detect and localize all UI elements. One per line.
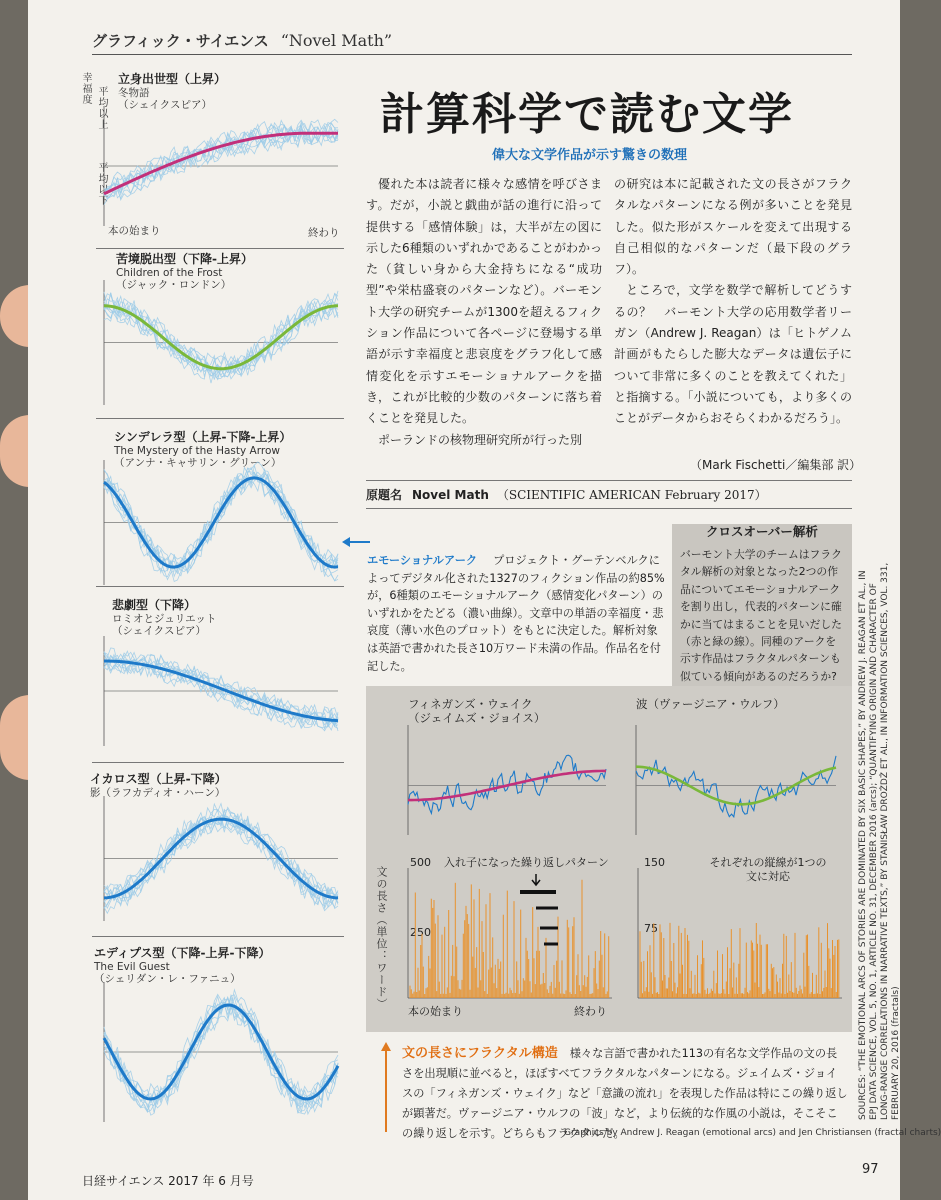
right-chart-title: 波（ヴァージニア・ウルフ） [636, 697, 785, 711]
sample-curve [104, 995, 338, 1105]
caption-heading: エモーショナルアーク [367, 554, 478, 567]
emotional-arc-caption [367, 552, 667, 675]
arc-panel-man-in-a-hole [96, 250, 346, 410]
arc-chart-1 [104, 106, 338, 226]
sample-curve [104, 816, 338, 908]
y-axis-above: 平均以上 [96, 86, 107, 130]
x-axis-end: 終わり [308, 227, 340, 239]
arc-type: 立身出世型（上昇） [118, 72, 227, 86]
origin-name: Novel Math [412, 488, 489, 502]
left-tick: 500 [410, 856, 431, 869]
sample-curve [104, 125, 338, 199]
body-column-1 [366, 174, 602, 451]
arc-author: （ジャック・ロンドン） [116, 279, 232, 291]
sample-curve [104, 472, 338, 572]
panel-divider [96, 586, 344, 587]
crossover-box [672, 524, 852, 689]
section-name: グラフィック・サイエンス [92, 32, 269, 50]
panel-divider [92, 936, 344, 937]
origin-source: （SCIENTIFIC AMERICAN February 2017） [496, 488, 767, 502]
arc-author: （アンナ・キャサリン・グリーン） [114, 457, 282, 469]
sample-curve [104, 471, 338, 569]
caption-text: プロジェクト・グーテンベルクによってデジタル化された1327のフィクション作品の約85%が，6種類のエモーショナルアーク（感情変化パターン）のいずれかをたどる（濃い曲線）。文章中の単語の幸福度・悲哀度（薄い水色のプロット）をもとに決定した。解析対象は英語で書かれた長さ10万ワード未満の作品。作品名を付記した。 [367, 554, 665, 673]
crossover-heading: クロスオーバー解析 [706, 524, 818, 539]
arc-panel-rags-to-riches [96, 70, 346, 245]
left-chart-author: （ジェイムズ・ジョイス） [408, 711, 546, 725]
sample-curve [104, 462, 338, 567]
arc-type: エディプス型（下降-上昇-下降） [94, 946, 271, 960]
right-tick: 150 [644, 856, 665, 869]
body-paragraph: の研究は本に記載された文の長さがフラクタルなパターンになる例が多いことを発見した。似た形がスケールを変えて出現する自己相似的なパターンだ（最下段のグラフ）。 [614, 177, 852, 277]
panel-divider [96, 418, 344, 419]
origin-label: 原題名 [366, 488, 403, 502]
sample-curve [104, 468, 338, 571]
series-name: “Novel Math” [280, 31, 393, 50]
nested-pattern-label: 入れ子になった繰り返しパターン [444, 856, 609, 869]
arc-work: 影（ラフカディオ・ハーン） [90, 787, 226, 799]
sample-curve [104, 129, 338, 193]
body-paragraph: ポーランドの核物理研究所が行った別 [378, 432, 583, 447]
arc-type: イカロス型（上昇-下降） [90, 772, 227, 786]
the-waves-arc-chart [636, 725, 836, 835]
sample-curve [104, 293, 338, 371]
arc-work: 冬物語 [118, 87, 150, 99]
left-arrow [348, 541, 370, 543]
crossover-text: バーモント大学のチームはフラクタル解析の対象となった2つの作品についてエモーショナルアークを割り出し，代表的パターンに確かに当てはまることを見いだした（赤と緑の線）。同種のアークを示す作品はフラクタルパターンも似ている傾向があるのだろうか? [680, 548, 842, 683]
arc-panel-tragedy [96, 596, 346, 746]
arc-type: 苦境脱出型（下降-上昇） [116, 252, 253, 266]
fractal-text: 様々な言語で書かれた113の有名な文学作品の文の長さを出現順に並べると，ほぼすべてフラクタルなパターンになる。ジェイムズ・ジョイスの「フィネガンズ・ウェイク」など「意識の流れ」を表現した作品は特にこの繰り返しが顕著だ。ヴァージニア・ウルフの「波」など，より伝統的な作風の小説は，そこそこの繰り返しを示す。どちらもフラクタルだ。 [402, 1047, 848, 1140]
arc-panel-icarus [90, 770, 346, 920]
pointer-arrow-icon [532, 874, 540, 885]
body-column-2 [614, 174, 852, 430]
sources-note: SOURCES: “THE EMOTIONAL ARCS OF STORIES ARE DOMINATED BY SIX BASIC SHAPES,” BY ANDREW J. REAGAN ET AL., IN EPJ DATA SCIENCE, VOL. 5, NO. 1, ARTICLE NO. 31, DECEMBER 2016 (arcs); “QUANTIFYING ORIGIN AND CHARACTER OF LONG-RANGE CORRELATIONS IN NARRATIVE TEXTS,” BY STANISŁAW DROŻDŻ ET AL., IN INFORMATION SCIENCES, VOL. 331, FEBRUARY 20, 2016 (fractals) [858, 562, 901, 1120]
x-axis-end: 終わり [574, 1005, 607, 1018]
arc-work: Children of the Frost [116, 267, 223, 279]
left-chart-title: フィネガンズ・ウェイク [408, 697, 533, 711]
panel-divider [92, 762, 344, 763]
sample-curve [104, 127, 338, 198]
arc-author: （シェイクスピア） [118, 99, 212, 111]
article-title: 計算科学で読む文学 [380, 89, 794, 140]
y-axis-below: 平均以下 [96, 162, 107, 206]
arc-work: ロミオとジュリエット [112, 613, 217, 625]
sample-curve [104, 822, 338, 913]
section-header [92, 30, 392, 51]
article-subtitle: 偉大な文学作品が示す驚きの数理 [492, 148, 688, 163]
sample-curve [104, 468, 338, 569]
header-rule [92, 54, 852, 55]
left-tick: 250 [410, 926, 431, 939]
arc-chart-2 [104, 280, 338, 405]
arc-author: （シェイクスピア） [112, 625, 206, 637]
finnegans-wake-sentence-lengths [408, 868, 612, 998]
finnegans-wake-arc-chart [408, 725, 606, 835]
fractal-heading: 文の長さにフラクタル構造 [402, 1046, 558, 1061]
right-tick: 75 [644, 922, 658, 935]
arc-type: シンデレラ型（上昇-下降-上昇） [114, 430, 292, 444]
arc-work: The Mystery of the Hasty Arrow [114, 445, 280, 457]
graphics-credit: Graphics by Andrew J. Reagan (emotional arcs) and Jen Christiansen (fractal charts) [564, 1128, 941, 1138]
panel-divider [96, 248, 344, 249]
y-axis-title: 幸福度 [80, 72, 91, 105]
magazine-footer: 日経サイエンス 2017 年 6 月号 [82, 1174, 254, 1188]
origin-rule [366, 480, 852, 481]
x-axis-start: 本の始まり [408, 1005, 463, 1018]
arc-chart-5 [104, 796, 338, 921]
up-arrow [385, 1050, 387, 1132]
arc-panel-oedipus [96, 944, 346, 1114]
happiness-trace [636, 756, 836, 817]
sample-curve [104, 294, 338, 374]
original-title [366, 486, 767, 503]
arc-panel-cinderella [96, 428, 346, 578]
sample-curve [104, 465, 338, 570]
x-axis-start: 本の始まり [108, 225, 161, 237]
body-paragraph: ところで，文学を数学で解析してどうするの？ バーモント大学の応用数学者リーガン（Andrew J. Reagan）は「ヒトゲノム計画がもたらした膨大なデータは遺伝子について非常に多くのことを教えてくれた」と指摘する。「小説についても，より多くのことがデータからおそらくわかるだろう」。 [614, 283, 852, 426]
arc-chart-3 [104, 460, 338, 585]
arc-type: 悲劇型（下降） [112, 598, 197, 612]
body-paragraph: 優れた本は読者に様々な感情を呼びさます。だが，小説と戯曲が話の進行に沿って提供する「感情体験」は，大半が左の図に示した6種類のいずれかであることがわかった（貧しい身から大金持ちになる“成功型”や栄枯盛衰のパターンなど）。バーモント大学の研究チームが1300を超えるフィクション作品について各ページに登場する単語が示す幸福度と悲哀度をグラフ化して感情変化を示すエモーショナルアークを描き，これが比較的少数のパターンに落ち着くことを発見した。 [366, 177, 602, 426]
origin-rule [366, 508, 852, 509]
arc-author: （シェリダン・レ・ファニュ） [94, 973, 241, 985]
vertical-line-label-text: それぞれの縦線が1つの文に対応 [709, 856, 827, 883]
byline: （Mark Fischetti／編集部 訳） [690, 458, 862, 472]
sentence-length-axis-title: 文の長さ（単位：ワード） [375, 866, 388, 1010]
arc-chart-6 [104, 982, 338, 1122]
arc-chart-4 [104, 636, 338, 746]
page-number: 97 [862, 1162, 879, 1177]
the-waves-sentence-lengths [638, 868, 842, 998]
arc-work: The Evil Guest [94, 961, 170, 973]
